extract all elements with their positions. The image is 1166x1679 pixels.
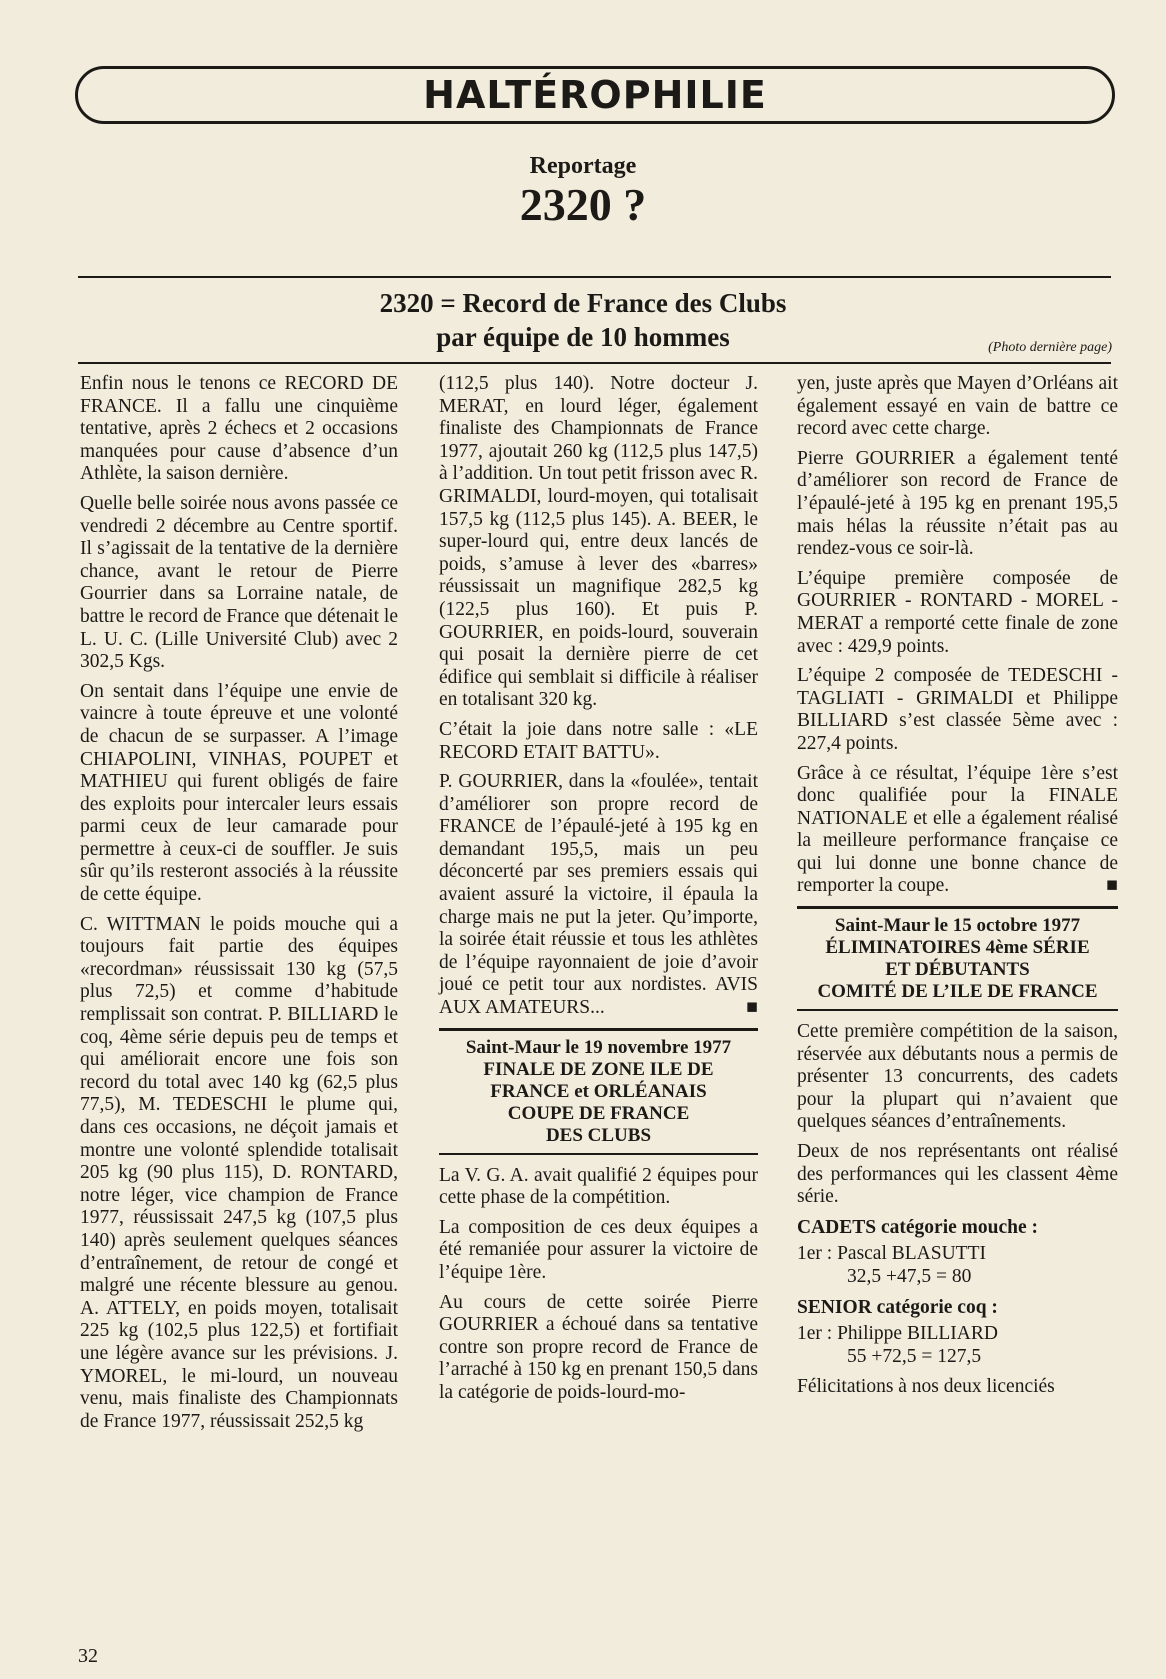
box-line: DES CLUBS — [545, 1124, 652, 1146]
headline-line-2: par équipe de 10 hommes — [436, 322, 730, 352]
box-line: ÉLIMINATOIRES 4ème SÉRIE — [825, 937, 1090, 959]
box-line: COUPE DE FRANCE — [507, 1102, 690, 1124]
section-title: HALTÉROPHILIE — [423, 73, 767, 117]
box-line: Saint-Maur le 19 novembre 1977 — [465, 1036, 732, 1058]
headline-rule-bottom — [78, 362, 1111, 364]
paragraph: Enfin nous le tenons ce RECORD DE FRANCE. Il a fallu une cinquième tentative, après 2 échecs et 2 occasions manquées pour cause d’absence d’un Athlète, la saison dernière. — [80, 373, 398, 485]
paragraph: La composition de ces deux équipes a été remaniée pour assurer la victoire de l’équipe 1ère. — [439, 1216, 758, 1283]
cadets-result — [797, 1243, 1118, 1288]
result-line: 1er : Pascal BLASUTTI — [797, 1243, 987, 1265]
paragraph: Cette première compétition de la saison, réservée aux débutants nous a permis de présenter 13 concurrents, des cadets pour la plupart qui n’avaient que quelques séances d’entraînements. — [797, 1021, 1118, 1133]
result-score: 55 +72,5 = 127,5 — [847, 1345, 982, 1367]
cadets-heading: CADETS catégorie mouche : — [797, 1216, 1038, 1238]
paragraph: L’équipe 2 composée de TEDESCHI - TAGLIATI - GRIMALDI et Philippe BILLIARD s’est classée 5ème avec : 227,4 points. — [797, 665, 1118, 754]
paragraph — [797, 763, 1118, 899]
box-line: COMITÉ DE L’ILE DE FRANCE — [817, 981, 1098, 1003]
senior-heading: SENIOR catégorie coq : — [797, 1296, 998, 1318]
results-heading-box — [797, 906, 1118, 1011]
paragraph: Quelle belle soirée nous avons passée ce vendredi 2 décembre au Centre sportif. Il s’agissait de la tentative de la dernière chance, avant le retour de Pierre Gourrier dans sa Lorraine natale, de battre le record de France que détenait le L. U. C. (Lille Université Club) avec 2 302,5 Kgs. — [80, 492, 398, 673]
box-line: Saint-Maur le 15 octobre 1977 — [834, 915, 1081, 937]
paragraph: C’était la joie dans notre salle : «LE RECORD ETAIT BATTU». — [439, 718, 758, 763]
senior-result — [797, 1323, 1118, 1368]
paragraph: Pierre GOURRIER a également tenté d’améliorer son record de France de l’épaulé-jeté à 195 kg en prenant 195,5 mais hélas la réussite n’était pas au rendez-vous ce soir-là. — [797, 447, 1118, 560]
paragraph: Au cours de cette soirée Pierre GOURRIER a échoué dans sa tentative contre son propre record de France de l’arraché à 150 kg en prenant 150,5 dans la catégorie de poids-lourd-mo- — [439, 1291, 758, 1403]
paragraph: On sentait dans l’équipe une envie de vaincre à toute épreuve et une volonté de chacun de se surpasser. A l’image CHIAPOLINI, VINHAS, POUPET et MATHIEU qui furent obligés de faire des exploits pour intercaler leurs essais parmi ceux de leur camarade pour permettre à ceux-ci de souffler. Je suis sûr qu’ils resteront associés à la réussite de cette équipe. — [80, 680, 398, 906]
column-1 — [80, 373, 398, 1440]
box-line: FINALE DE ZONE ILE DE — [483, 1058, 714, 1080]
page-number: 32 — [78, 1645, 98, 1667]
paragraph: Deux de nos représentants ont réalisé des performances qui les classent 4ème série. — [797, 1141, 1118, 1208]
article-title: 2320 ? — [519, 179, 647, 230]
headline-rule-top — [78, 276, 1111, 278]
result-score: 32,5 +47,5 = 80 — [847, 1266, 972, 1287]
paragraph-text: P. GOURRIER, dans la «foulée», tentait d’améliorer son propre record de FRANCE de l’épaulé-jeté à 195 kg en demandant 195,5, mais un peu déconcerté par ses premiers essais qui avaient assuré la victoire, il épaula la charge mais ne put la jeter. Qu’importe, la soirée était réussie et tous les athlètes de l’équipe rayonnaient de joie d’avoir joué ce petit tour aux nordistes. AVIS AUX AMATEURS... — [439, 771, 758, 1019]
paragraph: L’équipe première composée de GOURRIER - RONTARD - MOREL - MERAT a remporté cette finale de zone avec : 429,9 points. — [797, 567, 1118, 657]
result-line: 1er : Philippe BILLIARD — [797, 1323, 998, 1345]
column-2 — [439, 373, 758, 1412]
section-banner — [75, 66, 1115, 124]
results-heading-box — [439, 1028, 758, 1155]
paragraph: yen, juste après que Mayen d’Orléans ait également essayé en vain de battre ce record avec cette charge. — [797, 373, 1118, 440]
photo-credit: (Photo dernière page) — [988, 340, 1112, 355]
headline-line-1: 2320 = Record de France des Clubs — [379, 288, 787, 318]
end-mark: ■ — [746, 997, 758, 1019]
column-3 — [797, 373, 1118, 1406]
paragraph — [439, 771, 758, 1020]
end-mark: ■ — [1106, 875, 1118, 897]
paragraph: Félicitations à nos deux licenciés — [797, 1376, 1055, 1398]
paragraph: (112,5 plus 140). Notre docteur J. MERAT, en lourd léger, également finaliste des Championnats de France 1977, ajoutait 260 kg (112,5 plus 147,5) à l’addition. Un tout petit frisson avec R. GRIMALDI, lourd-moyen, qui totalisait 157,5 kg (112,5 plus 145). A. BEER, le super-lourd qui, entre deux lancés de poids, s’amuse à lever des «barres» réussissait un magnifique 282,5 kg (122,5 plus 160). Et puis P. GOURRIER, en poids-lourd, souverain qui posait la dernière pierre de cet édifice qui semblait si difficile à réaliser en totalisant 320 kg. — [439, 373, 758, 711]
box-line: ET DÉBUTANTS — [885, 959, 1030, 981]
paragraph-text: Grâce à ce résultat, l’équipe 1ère s’est donc qualifiée pour la FINALE NATIONALE et elle a également réalisé la meilleure performance française ce qui lui donne une bonne chance de remporter la coupe. — [797, 762, 1118, 897]
box-line: FRANCE et ORLÉANAIS — [490, 1080, 707, 1102]
article-kicker: Reportage — [529, 153, 637, 179]
paragraph: C. WITTMAN le poids mouche qui a toujours fait partie des équipes «recordman» réussissait 130 kg (57,5 plus 72,5) et comme d’habitude remplissait son contrat. P. BILLIARD le coq, 4ème série depuis peu de temps et qui améliorait encore une fois son record du total avec 140 kg (62,5 plus 77,5), M. TEDESCHI le plume qui, dans ces occasions, ne déçoit jamais et montre une volonté splendide totalisait 205 kg (90 plus 115), D. RONTARD, notre léger, vice champion de France 1977, réussissait 247,5 kg (107,5 plus 140) après seulement quelques séances d’entraînement, de retour de congé et malgré une récente blessure au genou. A. ATTELY, en poids moyen, totalisait 225 kg (102,5 plus 122,5) et fortifiait une légère avance sur les prévisions. J. YMOREL, le mi-lourd, un nouveau venu, mais finaliste des Championnats de France 1977, réussissait 252,5 kg — [80, 913, 398, 1432]
paragraph: La V. G. A. avait qualifié 2 équipes pour cette phase de la compétition. — [439, 1164, 758, 1209]
